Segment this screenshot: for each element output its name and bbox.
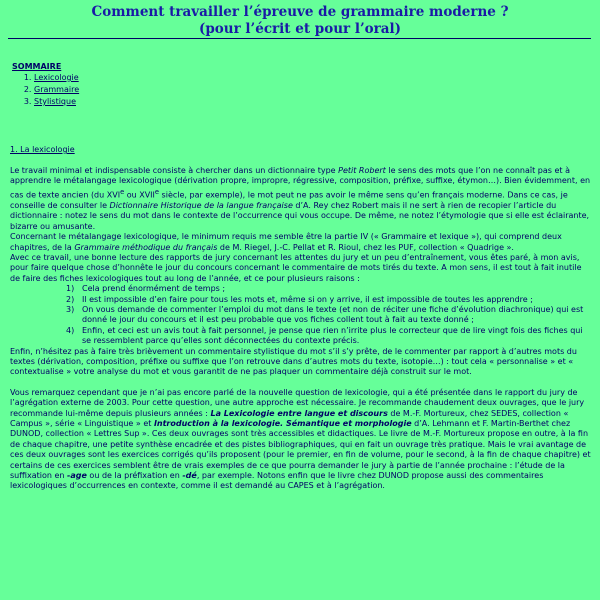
p1-text-c: ou XVII — [124, 190, 155, 200]
p5-emph-lehmann: Introduction à la lexicologie. Sémantique et morphologie — [153, 419, 412, 428]
sommaire-heading: SOMMAIRE — [12, 62, 62, 71]
p5-text-e: , par exemple. Notons enfin que le livre chez DUNOD propose aussi des commentaires lexicologiques d’occurrences en contexte, comme il est demandé au CAPES et à l’agrégation. — [10, 471, 544, 491]
toc-link-lexicologie[interactable]: Lexicologie — [34, 73, 79, 82]
reason-item — [10, 284, 592, 294]
reason-text: On vous demande de commenter l’emploi du mot dans le texte (et non de réciter une fiche d’évolution diachronique) qui est donné le jour du concours et il est peu probable que vos fiches collent tout à fait au texte donné ; — [82, 304, 584, 325]
reason-item — [10, 326, 592, 347]
p1-text-b: le sens des mots que l’on ne connaît pas et à apprendre le métalangage lexicologique (dérivation propre, impropre, régressive, composition, préfixe, suffixe, étymon…). Bien évidemment, en cas de texte ancien (du XVI — [10, 166, 591, 200]
section-heading-lexicologie: 1. La lexicologie — [10, 145, 75, 154]
reason-number: 2) — [66, 294, 75, 304]
reason-item — [10, 305, 592, 326]
reason-text: Cela prend énormément de temps ; — [82, 284, 226, 294]
paragraph-1 — [10, 166, 592, 232]
paragraph-5 — [10, 388, 592, 492]
paragraph-4: Enfin, n’hésitez pas à faire très brièvement un commentaire stylistique du mot s’il s’y prête, de le commenter par rapport à d’autres mots du textes (dérivation, composition, préfixe ou suffixe que l’on retrouve dans d’autres mots du texte, isotopie…) : tout cela « personnalise » et « contextualise » votre analyse du mot et vous garantit de ne pas plaquer un commentaire déjà construit sur le mot. — [10, 346, 577, 377]
toc-item-grammaire — [34, 84, 79, 96]
p1-text-a: Le travail minimal et indispensable consiste à chercher dans un dictionnaire type — [10, 166, 339, 175]
p5-text-c: d’A. Lehmann et F. Martin-Berthet chez DUNOD, collection « Lettres Sup ». Ces deux ouvrages sont très accessibles et didactiques. Le livre de M.-F. Mortureux propose en outre, à la fin de chaque chapitre, une petite synthèse encadrée et des pistes bibliographiques, qui en fait un ouvrage très pratique. Mais le vrai avantage de ces deux ouvrages sont les exercices corrigés qu’ils proposent (pour le premier, en fin de volume, pour le second, à la fin de chaque chapitre) et certains de ces exercices semblent être de vrais exemples de ce que pourra demander le jury à partie de l’année prochaine : l’étude de la suffixation en — [10, 419, 591, 481]
p1-text-e: d’A. Rey chez Robert mais il ne sert à rien de recopier l’article du dictionnaire : notez le sens du mot dans le contexte de l’occurrence qui vous occupe. De même, ne notez l’étymologie que si elle est éclairante, bizarre ou amusante. — [10, 200, 590, 231]
paragraph-2 — [10, 232, 592, 253]
p5-text-a: Vous remarquez cependant que je n’ai pas encore parlé de la nouvelle question de lexicologie, qui a été présentée dans le rapport du jury de l’agrégation externe de 2003. Pour cette question, une autre approche est nécessaire. Je recommande chaudement deux ouvrages, que le jury recommande lui-même depuis plusieurs années : — [10, 387, 585, 418]
title-line-2: (pour l’écrit et pour l’oral) — [198, 21, 402, 37]
reason-number: 3) — [66, 304, 75, 314]
page-title — [0, 4, 600, 38]
reason-text: Il est impossible d’en faire pour tous les mots et, même si on y arrive, il est impossible de toutes les apprendre ; — [82, 294, 533, 304]
reason-number: 1) — [66, 284, 75, 294]
toc-link-stylistique[interactable]: Stylistique — [34, 97, 76, 106]
p1-text-d: siècle, par exemple), le mot peut ne pas avoir le même sens qu’en français moderne. Dans ce cas, je conseille de consulter le — [10, 190, 568, 210]
paragraph-3: Avec ce travail, une bonne lecture des rapports de jury concernant les attentes du jury et un peu d’entraînement, vous êtes paré, à mon avis, pour faire quelque chose d’honnête le jour du concours concernant le commentaire de mots tirés du texte. A mon sens, il est tout à fait inutile de faire des fiches lexicologiques tout au long de l’année, et ce pour plusieurs raisons : — [10, 252, 582, 283]
reasons-list — [10, 284, 592, 346]
p5-emph-de: -dé — [182, 471, 197, 481]
reason-number: 4) — [66, 325, 75, 335]
toc-item-stylistique — [34, 96, 79, 108]
p1-emph-dictionnaire: Dictionnaire Historique de la langue française — [109, 200, 293, 210]
p5-emph-age: -age — [67, 471, 87, 481]
toc-link-grammaire[interactable]: Grammaire — [34, 85, 80, 94]
p2-text-a: Concernant le métalangage lexicologique, le minimum requis me semble être la partie IV (« Grammaire et lexique »), qui comprend deux chapitres, de la — [10, 232, 562, 252]
p2-emph-grammaire: Grammaire méthodique du français — [74, 242, 218, 252]
p1-emph-petit-robert: Petit Robert — [338, 166, 386, 175]
p5-emph-mortureux: La Lexicologie entre langue et discours — [210, 408, 388, 418]
toc-item-lexicologie — [34, 72, 79, 84]
paragraph-spacer — [10, 378, 592, 388]
reason-text: Enfin, et ceci est un avis tout à fait personnel, je pense que rien n’irrite plus le correcteur que de lire vingt fois des fiches qui se ressemblent parce qu’elles sont déconnectées du contexte précis. — [82, 325, 583, 346]
p2-text-b: de M. Riegel, J.-C. Pellat et R. Rioul, chez les PUF, collection « Quadrige ». — [217, 242, 514, 252]
p1-sup-2: e — [154, 187, 160, 196]
p1-sup-1: e — [120, 187, 125, 196]
reason-item — [10, 295, 592, 305]
table-of-contents — [12, 72, 79, 108]
section-body — [10, 166, 592, 492]
title-line-1: Comment travailler l’épreuve de grammaire moderne ? — [91, 4, 509, 20]
title-divider — [8, 38, 591, 39]
p5-text-d: ou de la préfixation en — [86, 471, 183, 481]
p5-text-b: de M.-F. Mortureux, chez SEDES, collection « Campus », série « Linguistique » et — [10, 408, 569, 428]
